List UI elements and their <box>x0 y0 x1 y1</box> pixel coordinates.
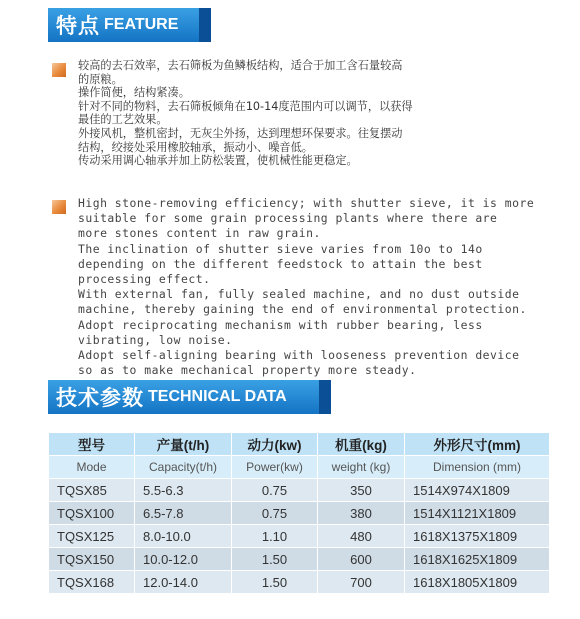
feature-line: Adopt self-aligning bearing with looseness prevention device <box>78 348 520 363</box>
feature-title-zh: 特点 <box>56 14 100 38</box>
table-cell: 1514X974X1809 <box>405 479 550 502</box>
banner-end-cap <box>199 8 211 42</box>
table-cell: 600 <box>318 548 405 571</box>
table-cell: 12.0-14.0 <box>135 571 232 594</box>
table-header-zh <box>49 433 550 456</box>
table-cell: 8.0-10.0 <box>135 525 232 548</box>
table-cell: 1618X1805X1809 <box>405 571 550 594</box>
table-cell: TQSX100 <box>49 502 135 525</box>
feature-line: depending on the different feedstock to attain the best <box>78 256 483 271</box>
header-cell: 产量(t/h) <box>135 433 232 456</box>
feature-line: more stones content in raw grain. <box>78 226 321 241</box>
table-cell: TQSX168 <box>49 571 135 594</box>
feature-line: High stone-removing efficiency; with shutter sieve, it is more <box>78 196 535 210</box>
feature-line: vibrating, low noise. <box>78 332 233 347</box>
table-cell: 700 <box>318 571 405 594</box>
feature-line: 较高的去石效率，去石筛板为鱼鳞板结构，适合于加工含石量较高 <box>78 59 403 72</box>
table-cell: 1618X1375X1809 <box>405 525 550 548</box>
feature-line: 外接风机，整机密封，无灰尘外扬，达到理想环保要求。往复摆动 <box>78 126 403 140</box>
table-row <box>49 479 550 502</box>
feature-line: With external fan, fully sealed machine, and no dust outside <box>78 287 520 302</box>
technical-data-banner <box>48 380 331 414</box>
table-cell: 0.75 <box>232 502 318 525</box>
header-cell: Capacity(t/h) <box>135 456 232 479</box>
header-cell: 动力(kw) <box>232 433 318 456</box>
feature-text-zh <box>78 59 413 168</box>
table-header-en <box>49 456 550 479</box>
header-cell: Mode <box>49 456 135 479</box>
feature-line: processing effect. <box>78 272 211 287</box>
table-cell: 1.50 <box>232 548 318 571</box>
feature-line: suitable for some grain processing plants where there are <box>78 211 498 226</box>
feature-line: 的原粮。 <box>78 72 123 86</box>
technical-data-table <box>48 432 550 594</box>
table-cell: TQSX85 <box>49 479 135 502</box>
table-cell: 380 <box>318 502 405 525</box>
feature-line: 结构，绞接处采用橡胶轴承，振动小、噪音低。 <box>78 140 313 154</box>
table-cell: 10.0-12.0 <box>135 548 232 571</box>
header-cell: Dimension (mm) <box>405 456 550 479</box>
square-bullet-icon <box>52 200 66 214</box>
square-bullet-icon <box>52 63 66 77</box>
table-cell: 1.10 <box>232 525 318 548</box>
table-cell: 6.5-7.8 <box>135 502 232 525</box>
feature-banner <box>48 8 211 42</box>
table-cell: 1.50 <box>232 571 318 594</box>
feature-line: The inclination of shutter sieve varies from 10o to 14o <box>78 241 483 256</box>
technical-title-zh: 技术参数 <box>56 386 144 410</box>
table-cell: 5.5-6.3 <box>135 479 232 502</box>
table-cell: 0.75 <box>232 479 318 502</box>
table-cell: 480 <box>318 525 405 548</box>
feature-line: 操作简便，结构紧凑。 <box>78 86 190 100</box>
feature-text-en <box>78 196 534 378</box>
header-cell: 型号 <box>49 433 135 456</box>
banner-end-cap <box>319 380 331 414</box>
header-cell: 外形尺寸(mm) <box>405 433 550 456</box>
table-cell: 350 <box>318 479 405 502</box>
feature-line: machine, thereby gaining the end of environmental protection. <box>78 302 527 317</box>
feature-line: 最佳的工艺效果。 <box>78 113 168 127</box>
table-row <box>49 548 550 571</box>
feature-title-en: FEATURE <box>104 16 179 33</box>
feature-line: Adopt reciprocating mechanism with rubber bearing, less <box>78 317 483 332</box>
header-cell: 机重(kg) <box>318 433 405 456</box>
technical-title-en: TECHNICAL DATA <box>148 388 287 405</box>
feature-line: 针对不同的物料，去石筛板倾角在10-14度范围内可以调节，以获得 <box>78 99 413 113</box>
table-cell: 1514X1121X1809 <box>405 502 550 525</box>
feature-line: 传动采用调心轴承并加上防松装置，使机械性能更稳定。 <box>78 154 358 168</box>
table-row <box>49 502 550 525</box>
feature-line: so as to make mechanical property more steady. <box>78 363 417 378</box>
table-row <box>49 525 550 548</box>
table-row <box>49 571 550 594</box>
header-cell: weight (kg) <box>318 456 405 479</box>
table-cell: TQSX150 <box>49 548 135 571</box>
table-cell: TQSX125 <box>49 525 135 548</box>
table-cell: 1618X1625X1809 <box>405 548 550 571</box>
header-cell: Power(kw) <box>232 456 318 479</box>
